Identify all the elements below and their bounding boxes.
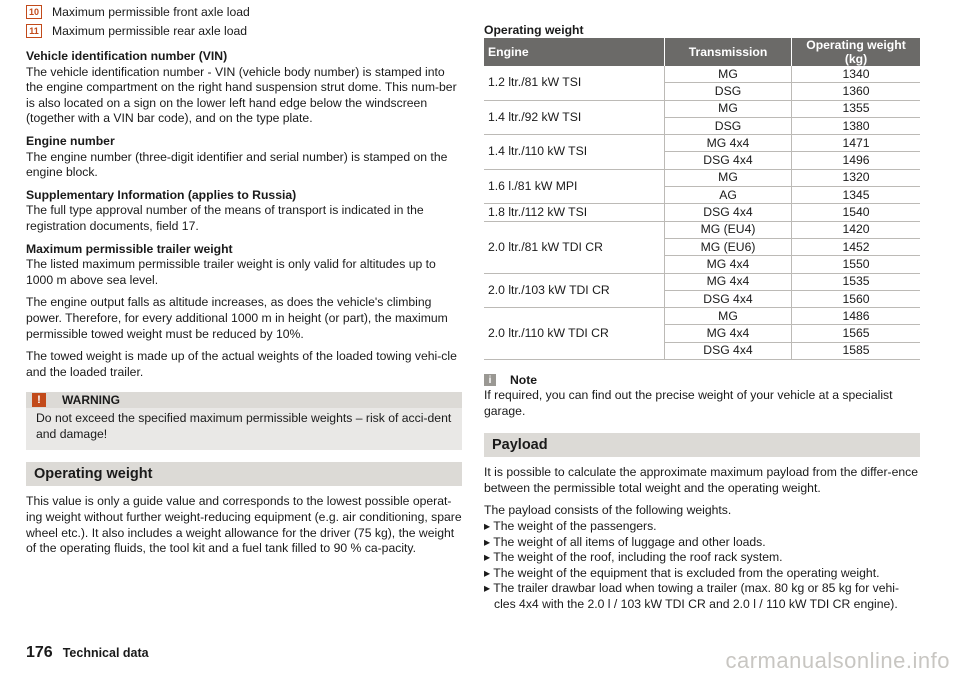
bullet-arrow-icon: ▸ xyxy=(484,581,494,596)
warning-icon: ! xyxy=(32,393,46,407)
transmission-cell: MG (EU4) xyxy=(665,221,792,238)
legend-list xyxy=(26,4,462,39)
transmission-cell: MG xyxy=(665,100,792,117)
legend-text: Maximum permissible rear axle load xyxy=(52,24,248,38)
payload-list xyxy=(484,519,920,613)
engine-cell: 1.6 l./81 kW MPI xyxy=(484,169,665,204)
transmission-cell: MG 4x4 xyxy=(665,325,792,342)
payload-item-text: The weight of the roof, including the roof rack system. xyxy=(493,550,783,565)
warning-text: Do not exceed the specified maximum permissible weights – risk of acci-dent and damage! xyxy=(36,411,452,441)
trailer-heading: Maximum permissible trailer weight xyxy=(26,241,233,256)
table-row xyxy=(484,221,920,238)
supplementary-text: The full type approval number of the means of transport is indicated in the registration documents, field 17. xyxy=(26,203,424,233)
table-header-transmission: Transmission xyxy=(665,38,792,66)
legend-item xyxy=(26,4,462,20)
table-header-engine: Engine xyxy=(484,38,665,66)
section-title-payload: Payload xyxy=(484,433,920,457)
payload-list-intro: The payload consists of the following weights. xyxy=(484,503,732,518)
warning-title: WARNING xyxy=(62,393,120,408)
right-column xyxy=(484,0,920,613)
legend-number-badge: 10 xyxy=(26,5,42,19)
altitude-paragraph: The engine output falls as altitude increases, as does the vehicle's climbing power. Therefore, for every additional 1000 m in height (or part), the maximum permissible towed weight must be reduced by 10%. xyxy=(26,295,448,341)
weight-cell: 1550 xyxy=(792,256,921,273)
table-row xyxy=(484,135,920,152)
table-body xyxy=(484,66,920,360)
weight-cell: 1496 xyxy=(792,152,921,169)
weight-cell: 1420 xyxy=(792,221,921,238)
note-header xyxy=(484,372,920,388)
transmission-cell: DSG 4x4 xyxy=(665,204,792,221)
table-header-weight: Operating weight (kg) xyxy=(792,38,921,66)
engine-cell: 1.4 ltr./92 kW TSI xyxy=(484,100,665,135)
engine-cell: 2.0 ltr./81 kW TDI CR xyxy=(484,221,665,273)
engine-cell: 1.8 ltr./112 kW TSI xyxy=(484,204,665,221)
supplementary-heading: Supplementary Information (applies to Russia) xyxy=(26,187,297,202)
transmission-cell: AG xyxy=(665,187,792,204)
engine-cell: 2.0 ltr./110 kW TDI CR xyxy=(484,308,665,360)
weight-cell: 1540 xyxy=(792,204,921,221)
table-row xyxy=(484,308,920,325)
weight-cell: 1355 xyxy=(792,100,921,117)
payload-text: It is possible to calculate the approximate maximum payload from the differ-ence between the permissible total weight and the operating weight. xyxy=(484,465,918,495)
weight-cell: 1565 xyxy=(792,325,921,342)
engine-cell: 2.0 ltr./103 kW TDI CR xyxy=(484,273,665,308)
weight-cell: 1452 xyxy=(792,238,921,255)
table-row xyxy=(484,273,920,290)
weight-cell: 1585 xyxy=(792,342,921,359)
transmission-cell: DSG xyxy=(665,83,792,100)
vin-text: The vehicle identification number - VIN (vehicle body number) is stamped into the engine compartment on the right hand suspension strut dome. This num-ber is also located on a sign on the lower left hand edge below the windscreen (together with a VIN bar code), and on the type plate. xyxy=(26,64,457,126)
engine-cell: 1.4 ltr./110 kW TSI xyxy=(484,135,665,170)
towed-weight-paragraph: The towed weight is made up of the actual weights of the loaded towing vehi-cle and the loaded trailer. xyxy=(26,349,457,379)
weight-cell: 1360 xyxy=(792,83,921,100)
bullet-arrow-icon: ▸ xyxy=(484,534,494,549)
warning-header xyxy=(26,392,462,408)
note-title: Note xyxy=(510,373,538,388)
transmission-cell: MG 4x4 xyxy=(665,135,792,152)
footer-title: Technical data xyxy=(62,646,149,660)
engine-number-text: The engine number (three-digit identifier and serial number) is stamped on the engine block. xyxy=(26,149,448,180)
table-row xyxy=(484,204,920,221)
table-row xyxy=(484,66,920,83)
weight-cell: 1535 xyxy=(792,273,921,290)
operating-weight-text: This value is only a guide value and corresponds to the lowest possible operat-ing weight without further weight-reducing equipment (e.g. air conditioning, spare wheel etc.). It also includes a weight allowance for the driver (75 kg), the weight of the operating fluids, the tool kit and a fuel tank filled to 90 % ca-pacity. xyxy=(26,494,462,556)
payload-list-item xyxy=(484,519,920,535)
payload-list-item xyxy=(484,535,920,551)
transmission-cell: MG 4x4 xyxy=(665,273,792,290)
legend-item xyxy=(26,23,462,39)
payload-list-item xyxy=(484,566,920,582)
table-row xyxy=(484,100,920,117)
bullet-arrow-icon: ▸ xyxy=(484,565,494,580)
transmission-cell: DSG 4x4 xyxy=(665,152,792,169)
transmission-cell: MG 4x4 xyxy=(665,256,792,273)
table-title: Operating weight xyxy=(484,23,584,37)
legend-number-badge: 11 xyxy=(26,24,42,38)
payload-item-text: The weight of all items of luggage and other loads. xyxy=(493,534,766,549)
payload-item-text: The weight of the passengers. xyxy=(493,519,657,534)
section-title-operating-weight: Operating weight xyxy=(26,462,462,486)
transmission-cell: DSG xyxy=(665,117,792,134)
note-icon: i xyxy=(484,374,496,386)
weight-cell: 1486 xyxy=(792,308,921,325)
table-row xyxy=(484,169,920,186)
page-number: 176 xyxy=(26,644,53,661)
weight-cell: 1340 xyxy=(792,66,921,83)
transmission-cell: MG xyxy=(665,308,792,325)
vin-heading: Vehicle identification number (VIN) xyxy=(26,49,228,63)
watermark: carmanualsonline.info xyxy=(725,648,950,673)
weight-cell: 1380 xyxy=(792,117,921,134)
trailer-text: The listed maximum permissible trailer weight is only valid for altitudes up to 1000 m above sea level. xyxy=(26,257,436,287)
weight-cell: 1345 xyxy=(792,187,921,204)
legend-text: Maximum permissible front axle load xyxy=(52,5,250,19)
payload-list-item xyxy=(484,581,920,612)
transmission-cell: MG xyxy=(665,66,792,83)
operating-weight-table xyxy=(484,38,920,360)
payload-item-text: The weight of the equipment that is excluded from the operating weight. xyxy=(493,565,880,580)
engine-number-heading: Engine number xyxy=(26,133,115,148)
left-column xyxy=(26,0,462,557)
payload-list-item xyxy=(484,550,920,566)
transmission-cell: DSG 4x4 xyxy=(665,290,792,307)
transmission-cell: DSG 4x4 xyxy=(665,342,792,359)
bullet-arrow-icon: ▸ xyxy=(484,519,494,534)
weight-cell: 1560 xyxy=(792,290,921,307)
warning-box xyxy=(26,392,462,450)
engine-cell: 1.2 ltr./81 kW TSI xyxy=(484,66,665,100)
bullet-arrow-icon: ▸ xyxy=(484,550,494,565)
transmission-cell: MG xyxy=(665,169,792,186)
payload-item-text: The trailer drawbar load when towing a trailer (max. 80 kg or 85 kg for vehi-cles 4x4 with the 2.0 l / 103 kW TDI CR and 2.0 l / 110 kW TDI CR engine). xyxy=(493,581,900,611)
page-footer xyxy=(26,644,149,662)
weight-cell: 1320 xyxy=(792,169,921,186)
note-text: If required, you can find out the precise weight of your vehicle at a specialist garage. xyxy=(484,388,893,418)
transmission-cell: MG (EU6) xyxy=(665,238,792,255)
weight-cell: 1471 xyxy=(792,135,921,152)
